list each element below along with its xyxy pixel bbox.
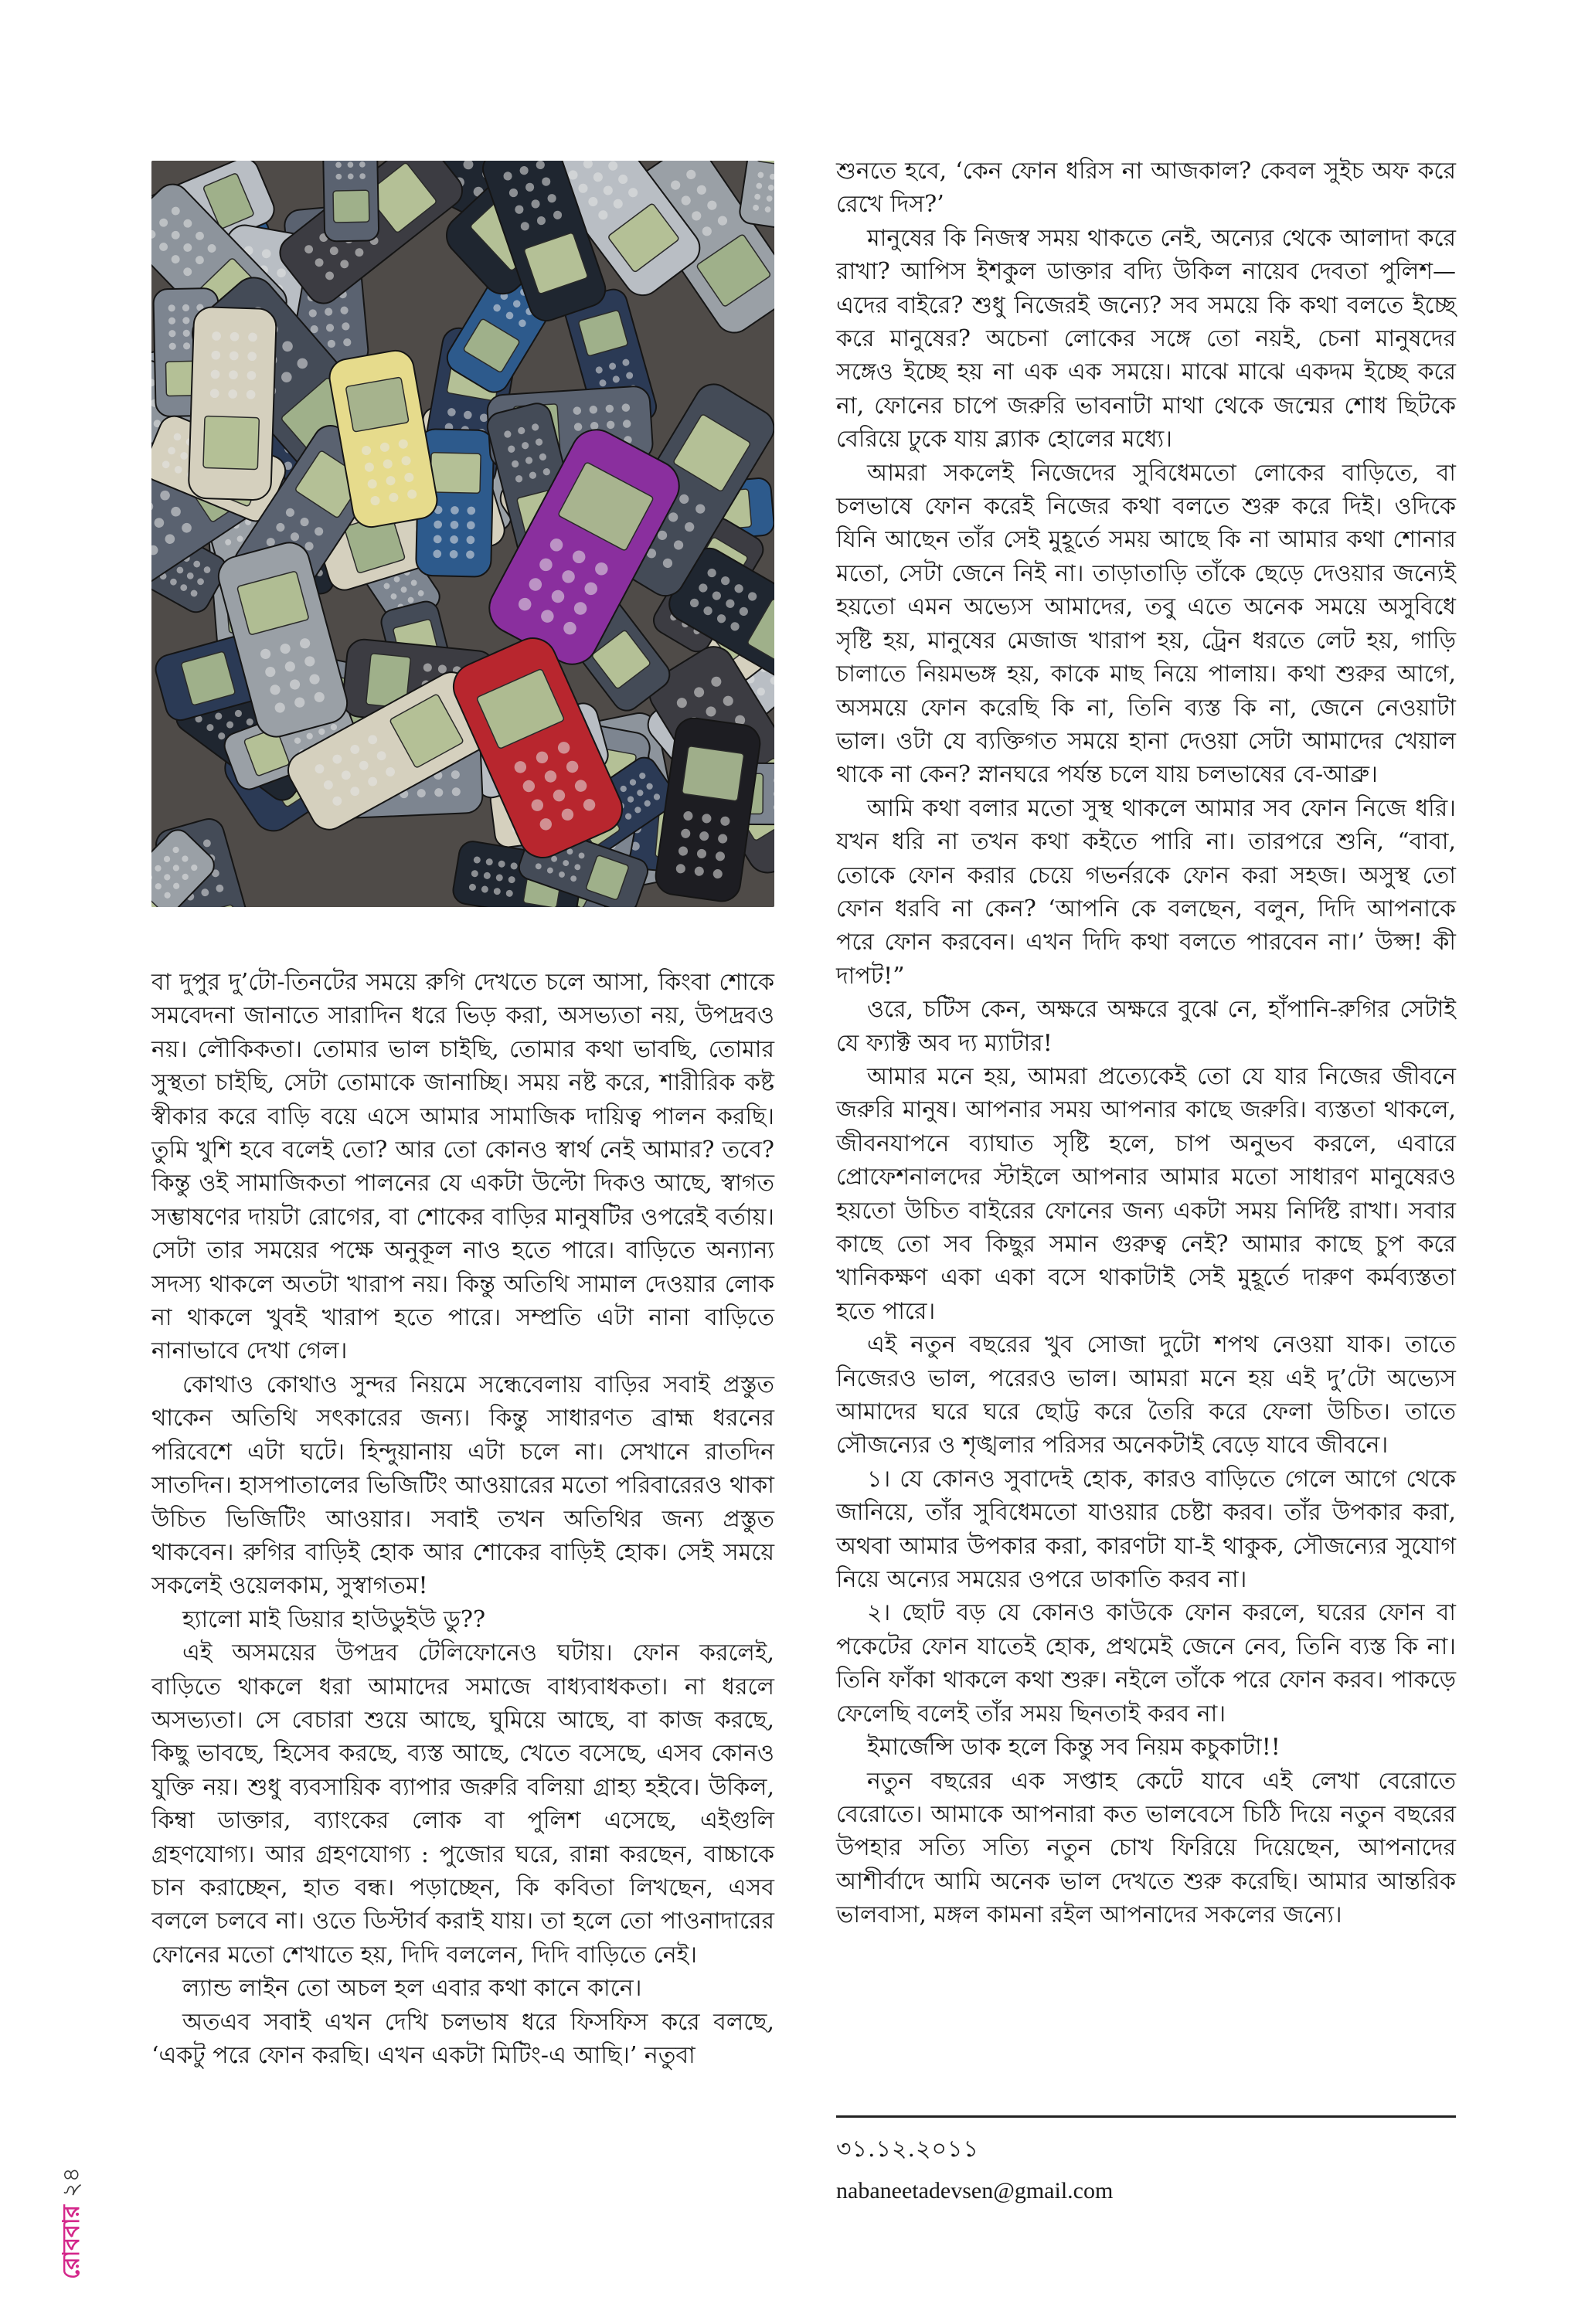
article-right-column bbox=[836, 155, 1456, 1932]
magazine-name: রোববার bbox=[58, 2205, 85, 2279]
mobile-phones-photo bbox=[151, 161, 774, 907]
paragraph: নতুন বছরের এক সপ্তাহ কেটে যাবে এই লেখা বেরোতে বেরোতে। আমাকে আপনারা কত ভালবেসে চিঠি দিয়ে নতুন বছরের উপহার সত্যি সত্যি নতুন চোখ ফিরিয়ে দিয়েছেন, আপনাদের আশীর্বাদে আমি অনেক ভাল দেখতে শুরু করেছি। আমার আন্তরিক ভালবাসা, মঙ্গল কামনা রইল আপনাদের সকলের জন্যে। bbox=[836, 1767, 1456, 1929]
pile-of-phones-illustration bbox=[151, 161, 774, 907]
article-left-column bbox=[151, 966, 774, 2072]
paragraph: আমি কথা বলার মতো সুস্থ থাকলে আমার সব ফোন নিজে ধরি। যখন ধরি না তখন কথা কইতে পারি না। তারপরে শুনি, “বাবা, তোকে ফোন করার চেয়ে গভর্নরকে ফোন করা সহজ। অসুস্থ তো ফোন ধরবি না কেন? ‘আপনি কে বলছেন, বলুন, দিদি আপনাকে পরে ফোন করবেন। এখন দিদি কথা বলতে পারবেন না।’ উপ্স! কী দাপট!” bbox=[836, 794, 1456, 990]
paragraph: এই নতুন বছরের খুব সোজা দুটো শপথ নেওয়া যাক। তাতে নিজেরও ভাল, পরেরও ভাল। আমরা মনে হয় এই দু’টো অভ্যেস আমাদের ঘরে ঘরে ছোট্ট করে তৈরি করে ফেলা উচিত। তাতে সৌজন্যের ও শৃঙ্খলার পরিসর অনেকটাই বেড়ে যাবে জীবনে। bbox=[836, 1331, 1456, 1459]
paragraph: আমার মনে হয়, আমরা প্রত্যেকেই তো যে যার নিজের জীবনে জরুরি মানুষ। আপনার সময় আপনার কাছে জরুরি। ব্যস্ততা থাকলে, জীবনযাপনে ব্যাঘাত সৃষ্টি হলে, চাপ অনুভব করলে, এবারে প্রোফেশনালদের স্টাইলে আপনার আমার মতো সাধারণ মানুষেরও হয়তো উচিত বাইরের ফোনের জন্য একটা সময় নির্দিষ্ট রাখা। সবার কাছে তো সব কিছুর সমান গুরুত্ব নেই? আমার কাছে চুপ করে খানিকক্ষণ একা একা বসে থাকাটাই সেই মুহূর্তে দারুণ কর্মব্যস্ততা হতে পারে। bbox=[836, 1062, 1456, 1325]
paragraph: ২। ছোট বড় যে কোনও কাউকে ফোন করলে, ঘরের ফোন বা পকেটের ফোন যাতেই হোক, প্রথমেই জেনে নেব, তিনি ব্যস্ত কি না। তিনি ফাঁকা থাকলে কথা শুরু। নইলে তাঁকে পরে ফোন করব। পাকড়ে ফেলেছি বলেই তাঁর সময় ছিনতাই করব না। bbox=[836, 1599, 1456, 1728]
page-number: ২৪ bbox=[58, 2167, 85, 2198]
paragraph: বা দুপুর দু’টো-তিনটের সময়ে রুগি দেখতে চলে আসা, কিংবা শোকে সমবেদনা জানাতে সারাদিন ধরে ভিড় করা, অসভ্যতা নয়, উপদ্রবও নয়। লৌকিকতা। তোমার ভাল চাইছি, তোমার কথা ভাবছি, তোমার সুস্থতা চাইছি, সেটা তোমাকে জানাচ্ছি। সময় নষ্ট করে, শারীরিক কষ্ট স্বীকার করে বাড়ি বয়ে এসে আমার সামাজিক দায়িত্ব পালন করছি। তুমি খুশি হবে বলেই তো? আর তো কোনও স্বার্থ নেই আমার? তবে? কিন্তু ওই সামাজিকতা পালনের যে একটা উল্টো দিকও আছে, স্বাগত সম্ভাষণের দায়টা রোগের, বা শোকের বাড়ির মানুষটির ওপরেই বর্তায়। সেটা তার সময়ের পক্ষে অনুকূল নাও হতে পারে। বাড়িতে অন্যান্য সদস্য থাকলে অতটা খারাপ নয়। কিন্তু অতিথি সামাল দেওয়ার লোক না থাকলে খুবই খারাপ হতে পারে। সম্প্রতি এটা নানা বাড়িতে নানাভাবে দেখা গেল। bbox=[151, 969, 774, 1365]
paragraph: মানুষের কি নিজস্ব সময় থাকতে নেই, অন্যের থেকে আলাদা করে রাখা? আপিস ইশকুল ডাক্তার বদ্যি উকিল নায়েব দেবতা পুলিশ—এদের বাইরে? শুধু নিজেরই জন্যে? সব সময়ে কি কথা বলতে ইচ্ছে করে মানুষের? অচেনা লোকের সঙ্গে তো নয়ই, চেনা মানুষদের সঙ্গেও ইচ্ছে হয় না এক এক সময়ে। মাঝে মাঝে একদম ইচ্ছে করে না, ফোনের চাপে জরুরি ভাবনাটা মাথা থেকে জন্মের শোধ ছিটকে বেরিয়ে ঢুকে যায় ব্ল্যাক হোলের মধ্যে। bbox=[836, 224, 1456, 454]
author-email: nabaneetadevsen@gmail.com bbox=[836, 2178, 1114, 2203]
paragraph: ল্যান্ড লাইন তো অচল হল এবার কথা কানে কানে। bbox=[182, 1975, 642, 2003]
paragraph: আমরা সকলেই নিজেদের সুবিধেমতো লোকের বাড়িতে, বা চলভাষে ফোন করেই নিজের কথা বলতে শুরু করে দিই। ওদিকে যিনি আছেন তাঁর সেই মুহূর্তে সময় আছে কি না আমার কথা শোনার মতো, সেটা জেনে নিই না। তাড়াতাড়ি তাঁকে ছেড়ে দেওয়ার জন্যেই হয়তো এমন অভ্যেস আমাদের, তবু এতে অনেক সময়ে অসুবিধে সৃষ্টি হয়, মানুষের মেজাজ খারাপ হয়, ট্রেন ধরতে লেট হয়, গাড়ি চালাতে নিয়মভঙ্গ হয়, কাকে মাছ নিয়ে পালায়। কথা শুরুর আগে, অসময়ে ফোন করেছি কি না, তিনি ব্যস্ত কি না, জেনে নেওয়াটা ভাল। ওটা যে ব্যক্তিগত সময়ে হানা দেওয়া সেটা আমাদের খেয়াল থাকে না কেন? স্নানঘরে পর্যন্ত চলে যায় চলভাষের বে-আব্রু। bbox=[836, 459, 1456, 789]
paragraph: ১। যে কোনও সুবাদেই হোক, কারও বাড়িতে গেলে আগে থেকে জানিয়ে, তাঁর সুবিধেমতো যাওয়ার চেষ্টা করব। তাঁর উপকার করা, অথবা আমার উপকার করা, কারণটা যা-ই থাকুক, সৌজন্যের সুযোগ নিয়ে অন্যের সময়ের ওপরে ডাকাতি করব না। bbox=[836, 1465, 1456, 1594]
paragraph: এই অসময়ের উপদ্রব টেলিফোনেও ঘটায়। ফোন করলেই, বাড়িতে থাকলে ধরা আমাদের সমাজে বাধ্যবাধকতা। না ধরলে অসভ্যতা। সে বেচারা শুয়ে আছে, ঘুমিয়ে আছে, বা কাজ করছে, কিছু ভাবছে, হিসেব করছে, ব্যস্ত আছে, খেতে বসেছে, এসব কোনও যুক্তি নয়। শুধু ব্যবসায়িক ব্যাপার জরুরি বলিয়া গ্রাহ্য হইবে। উকিল, কিম্বা ডাক্তার, ব্যাংকের লোক বা পুলিশ এসেছে, এইগুলি গ্রহণযোগ্য। আর গ্রহণযোগ্য : পুজোর ঘরে, রান্না করছেন, বাচ্চাকে চান করাচ্ছেন, হাত বন্ধ। পড়াচ্ছেন, কি কবিতা লিখছেন, এসব বললে চলবে না। ওতে ডিস্টার্ব করাই যায়। তা হলে তো পাওনাদারের ফোনের মতো শেখাতে হয়, দিদি বললেন, দিদি বাড়িতে নেই। bbox=[151, 1639, 774, 1969]
paragraph: ওরে, চটিস কেন, অক্ষরে অক্ষরে বুঝে নে, হাঁপানি-রুগির সেটাই যে ফ্যাক্ট অব দ্য ম্যাটার! bbox=[836, 996, 1456, 1057]
paragraph: ইমার্জেন্সি ডাক হলে কিন্তু সব নিয়ম কচুকাটা!! bbox=[867, 1734, 1280, 1762]
paragraph: হ্যালো মাই ডিয়ার হাউডুইউ ডু?? bbox=[182, 1605, 486, 1633]
paragraph: অতএব সবাই এখন দেখি চলভাষ ধরে ফিসফিস করে বলছে, ‘একটু পরে ফোন করছি। এখন একটা মিটিং-এ আছি।’ নতুবা bbox=[151, 2008, 774, 2069]
article-date: ৩১.১২.২০১১ bbox=[836, 2135, 979, 2163]
page-folio bbox=[53, 2167, 92, 2279]
paragraph: শুনতে হবে, ‘কেন ফোন ধরিস না আজকাল? কেবল সুইচ অফ করে রেখে দিস?’ bbox=[836, 158, 1456, 219]
paragraph: কোথাও কোথাও সুন্দর নিয়মে সন্ধেবেলায় বাড়ির সবাই প্রস্তুত থাকেন অতিথি সৎকারের জন্য। কিন্তু সাধারণত ব্রাহ্ম ধরনের পরিবেশে এটা ঘটে। হিন্দুয়ানায় এটা চলে না। সেখানে রাতদিন সাতদিন। হাসপাতালের ভিজিটিং আওয়ারের মতো পরিবারেরও থাকা উচিত ভিজিটিং আওয়ার। সবাই তখন অতিথির জন্য প্রস্তুত থাকবেন। রুগির বাড়িই হোক আর শোকের বাড়িই হোক। সেই সময়ে সকলেই ওয়েলকাম, সুস্বাগতম! bbox=[151, 1371, 774, 1600]
phone-shape bbox=[322, 161, 379, 242]
signature-divider bbox=[836, 2115, 1456, 2118]
phone-shape bbox=[189, 307, 277, 501]
